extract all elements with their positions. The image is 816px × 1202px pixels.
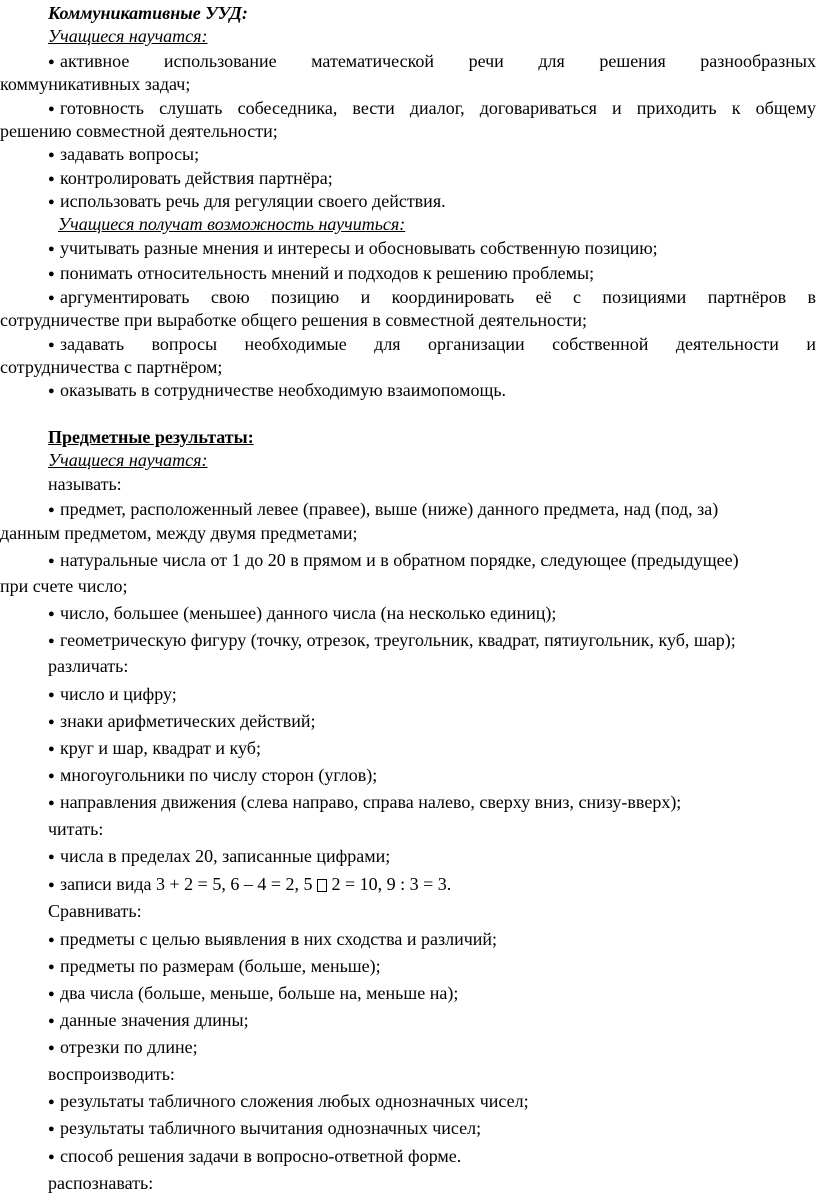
list-item: ● результаты табличного вычитания однозначных чисел; <box>48 1118 482 1138</box>
bullet-icon: ● <box>48 934 55 946</box>
bullet-icon: ● <box>48 1096 55 1108</box>
list-item: ● готовность слушать собеседника, вести диалог, договариваться и приходить к общему <box>48 98 816 118</box>
bullet-icon: ● <box>48 608 55 620</box>
bullet-icon: ● <box>48 149 55 161</box>
category-label-read: читать: <box>48 819 104 839</box>
list-item: ● записи вида 3 + 2 = 5, 6 – 4 = 2, 5 2 = 10, 9 : 3 = 3. <box>48 874 452 894</box>
list-item: ● предмет, расположенный левее (правее), выше (ниже) данного предмета, над (под, за) <box>48 499 719 519</box>
list-item: ● натуральные числа от 1 до 20 в прямом и в обратном порядке, следующее (предыдущее) <box>48 550 739 570</box>
category-label-reproduce: воспроизводить: <box>48 1064 175 1084</box>
missing-glyph-icon <box>317 879 327 892</box>
list-item: ● задавать вопросы необходимые для организации собственной деятельности и <box>48 334 816 354</box>
bullet-icon: ● <box>48 879 55 891</box>
list-item: ● результаты табличного сложения любых однозначных чисел; <box>48 1091 529 1111</box>
bullet-icon: ● <box>48 504 55 516</box>
category-label-name: называть: <box>48 474 122 494</box>
bullet-icon: ● <box>48 851 55 863</box>
bullet-icon: ● <box>48 1042 55 1054</box>
bullet-icon: ● <box>48 1151 55 1163</box>
list-item: ● активное использование математической речи для решения разнообразных <box>48 51 816 71</box>
bullet-icon: ● <box>48 1123 55 1135</box>
list-item-continuation: сотрудничестве при выработке общего решения в совместной деятельности; <box>0 310 588 330</box>
list-item: ● геометрическую фигуру (точку, отрезок, треугольник, квадрат, пятиугольник, куб, шар); <box>48 630 736 650</box>
bullet-icon: ● <box>48 743 55 755</box>
bullet-icon: ● <box>48 268 55 280</box>
list-item: ● понимать относительность мнений и подходов к решению проблемы; <box>48 263 595 283</box>
list-item: ● использовать речь для регуляции своего действия. <box>48 191 446 211</box>
category-label-compare: Сравнивать: <box>48 901 142 921</box>
list-item-continuation: при счете число; <box>0 576 128 596</box>
list-item: ● предметы с целью выявления в них сходства и различий; <box>48 929 498 949</box>
list-item: ● число и цифру; <box>48 684 177 704</box>
will-learn-label: Учащиеся научатся: <box>48 450 208 470</box>
list-item-continuation: данным предметом, между двумя предметами; <box>0 523 358 543</box>
list-item: ● аргументировать свою позицию и координировать её с позициями партнёров в <box>48 287 816 307</box>
list-item-continuation: сотрудничества с партнёром; <box>0 357 223 377</box>
list-item: ● круг и шар, квадрат и куб; <box>48 738 261 758</box>
bullet-icon: ● <box>48 103 55 115</box>
list-item-continuation: коммуникативных задач; <box>0 74 191 94</box>
bullet-icon: ● <box>48 716 55 728</box>
bullet-icon: ● <box>48 243 55 255</box>
bullet-icon: ● <box>48 635 55 647</box>
bullet-icon: ● <box>48 196 55 208</box>
list-item: ● отрезки по длине; <box>48 1037 198 1057</box>
opportunity-label: Учащиеся получат возможность научиться: <box>58 214 406 234</box>
bullet-icon: ● <box>48 961 55 973</box>
bullet-icon: ● <box>48 1015 55 1027</box>
list-item-continuation: решению совместной деятельности; <box>0 121 278 141</box>
bullet-icon: ● <box>48 385 55 397</box>
list-item: ● учитывать разные мнения и интересы и обосновывать собственную позицию; <box>48 238 658 258</box>
category-label-distinguish: различать: <box>48 656 129 676</box>
list-item: ● контролировать действия партнёра; <box>48 168 333 188</box>
list-item: ● многоугольники по числу сторон (углов); <box>48 765 378 785</box>
bullet-icon: ● <box>48 797 55 809</box>
bullet-icon: ● <box>48 689 55 701</box>
bullet-icon: ● <box>48 339 55 351</box>
category-label-recognize: распознавать: <box>48 1173 154 1193</box>
list-item: ● числа в пределах 20, записанные цифрами; <box>48 846 391 866</box>
list-item: ● знаки арифметических действий; <box>48 711 316 731</box>
list-item: ● два числа (больше, меньше, больше на, меньше на); <box>48 983 459 1003</box>
will-learn-label: Учащиеся научатся: <box>48 26 208 46</box>
list-item: ● данные значения длины; <box>48 1010 249 1030</box>
list-item: ● задавать вопросы; <box>48 144 200 164</box>
list-item: ● направления движения (слева направо, справа налево, сверху вниз, снизу-вверх); <box>48 792 682 812</box>
bullet-icon: ● <box>48 56 55 68</box>
bullet-icon: ● <box>48 555 55 567</box>
list-item: ● оказывать в сотрудничестве необходимую взаимопомощь. <box>48 380 507 400</box>
section-heading-communicative: Коммуникативные УУД: <box>48 3 248 23</box>
bullet-icon: ● <box>48 988 55 1000</box>
bullet-icon: ● <box>48 770 55 782</box>
list-item: ● способ решения задачи в вопросно-ответной форме. <box>48 1146 462 1166</box>
list-item: ● предметы по размерам (больше, меньше); <box>48 956 381 976</box>
bullet-icon: ● <box>48 173 55 185</box>
section-heading-subject: Предметные результаты: <box>48 427 254 447</box>
list-item: ● число, большее (меньшее) данного числа (на несколько единиц); <box>48 603 557 623</box>
bullet-icon: ● <box>48 292 55 304</box>
